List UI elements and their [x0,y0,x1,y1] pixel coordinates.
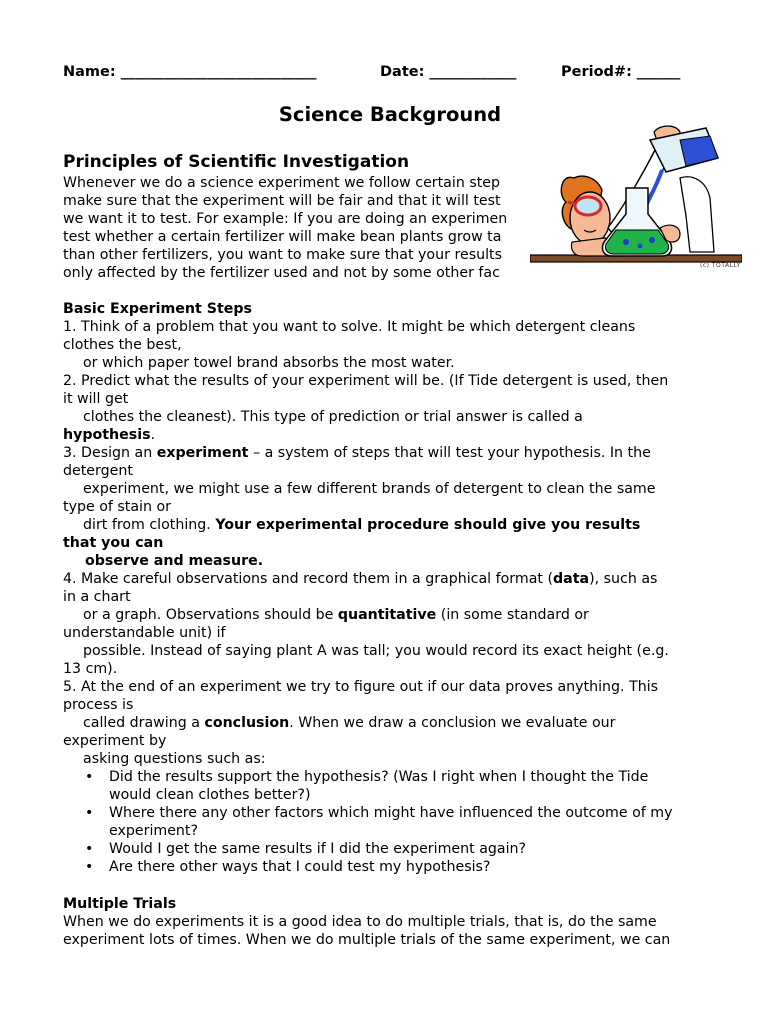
step-line: 4. Make careful observations and record them in a graphical format (data), such as [63,571,658,587]
intro-line: only affected by the fertilizer used and not by some other fac [63,265,500,281]
trials-line: When we do experiments it is a good idea to do multiple trials, that is, do the same [63,914,657,930]
list-item: • Did the results support the hypothesis? (Was I right when I thought the Tide [85,769,649,785]
section-title-basic-steps: Basic Experiment Steps [63,301,252,317]
step-line: in a chart [63,589,131,605]
intro-line: test whether a certain fertilizer will make bean plants grow ta [63,229,502,245]
step-line: process is [63,697,134,713]
list-item: • Are there other ways that I could test my hypothesis? [85,859,491,875]
list-item: • Where there any other factors which might have influenced the outcome of my [85,805,673,821]
step-line: asking questions such as: [83,751,266,767]
step-line: it will get [63,391,129,407]
list-item-cont: experiment? [109,823,199,839]
name-field[interactable]: Name: ___________________________ [63,64,317,80]
step-line: understandable unit) if [63,625,226,641]
term-hypothesis: hypothesis [63,427,151,443]
intro-line: Whenever we do a science experiment we follow certain step [63,175,501,191]
list-item-cont: would clean clothes better?) [109,787,311,803]
step-line: 3. Design an experiment – a system of steps that will test your hypothesis. In the [63,445,651,461]
step-line: 1. Think of a problem that you want to solve. It might be which detergent cleans [63,319,636,335]
step-line: clothes the best, [63,337,182,353]
list-item: • Would I get the same results if I did the experiment again? [85,841,527,857]
scientist-illustration [530,118,742,274]
term-data: data [553,571,590,587]
step-line: 13 cm). [63,661,118,677]
intro-line: we want it to test. For example: If you are doing an experimen [63,211,508,227]
step-line: experiment, we might use a few different brands of detergent to clean the same [83,481,656,497]
step-line: clothes the cleanest). This type of prediction or trial answer is called a [83,409,583,425]
step-line: that you can [63,535,164,551]
trials-line: experiment lots of times. When we do multiple trials of the same experiment, we can [63,932,671,948]
period-field[interactable]: Period#: ______ [561,64,681,80]
step-line: dirt from clothing. Your experimental procedure should give you results [83,517,641,533]
step-line: or which paper towel brand absorbs the most water. [83,355,455,371]
header-row [63,64,703,86]
bullet-icon: • [85,769,94,785]
section-title-multiple-trials: Multiple Trials [63,896,177,912]
intro-line: make sure that the experiment will be fair and that it will test [63,193,501,209]
section-title-principles: Principles of Scientific Investigation [63,152,410,172]
page-title: Science Background [278,103,502,126]
term-experiment: experiment [156,445,249,461]
bullet-icon: • [85,841,94,857]
image-credit: (c) TOTALLY [700,262,741,269]
step-line: 2. Predict what the results of your experiment will be. (If Tide detergent is used, then [63,373,669,389]
bullet-icon: • [85,805,94,821]
step-line: 5. At the end of an experiment we try to figure out if our data proves anything. This [63,679,659,695]
step-line: hypothesis. [63,427,156,443]
bullet-icon: • [85,859,94,875]
step-line: type of stain or [63,499,171,515]
step-line: detergent [63,463,133,479]
intro-paragraph [63,174,529,282]
basic-steps-section [63,300,723,876]
step-line: experiment by [63,733,167,749]
intro-line: than other fertilizers, you want to make sure that your results [63,247,502,263]
term-quantitative: quantitative [337,607,437,623]
multiple-trials-section [63,895,723,949]
step-line: observe and measure. [85,553,264,569]
step-line: possible. Instead of saying plant A was tall; you would record its exact height (e.g. [83,643,669,659]
step-line: called drawing a conclusion. When we draw a conclusion we evaluate our [83,715,616,731]
step-line: or a graph. Observations should be quantitative (in some standard or [83,607,589,623]
date-field[interactable]: Date: ____________ [380,64,517,80]
term-conclusion: conclusion [204,715,290,731]
